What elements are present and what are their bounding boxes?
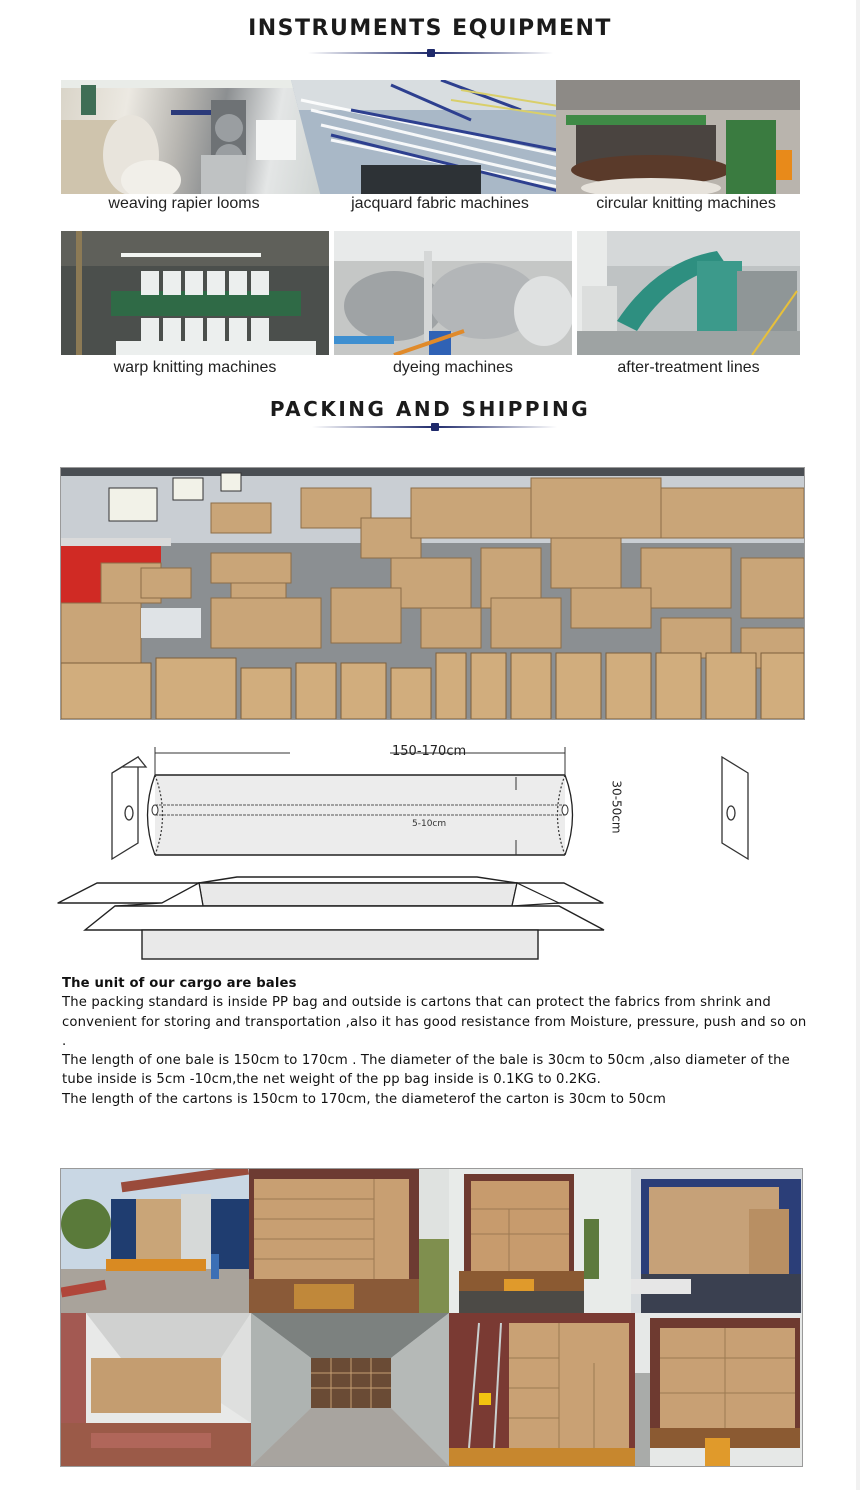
weaving-rapier-looms-photo (61, 80, 321, 194)
caption-jacquard-fabric-machines: jacquard fabric machines (351, 195, 529, 212)
description-paragraph-packing-standard: The packing standard is inside PP bag and outside is cartons that can protect the fabrics from shrink and convenient for storing and transportation ,also it has good resistance from Moisture, pressure, push and so on . (62, 995, 807, 1049)
title-divider (308, 52, 553, 54)
truck-loading-side-photo (61, 1169, 249, 1313)
length-label: 150-170cm (392, 744, 467, 759)
red-container-cartons-photo (449, 1313, 635, 1466)
after-treatment-lines-photo (577, 231, 800, 355)
caption-warp-knitting-machines: warp knitting machines (113, 359, 277, 376)
caption-dyeing-machines: dyeing machines (392, 359, 514, 376)
warp-knitting-machines-photo (61, 231, 329, 355)
warehouse-cartons-photo (60, 467, 805, 720)
caption-after-treatment-lines: after-treatment lines (617, 359, 760, 376)
caption-weaving-rapier-looms: weaving rapier looms (108, 195, 260, 212)
circular-knitting-machines-photo (556, 80, 800, 194)
section-title-packing: PACKING AND SHIPPING (269, 397, 591, 421)
jacquard-fabric-machines-photo (291, 80, 583, 194)
description-paragraph-bale-size: The length of one bale is 150cm to 170cm . The diameter of the bale is 30cm to 50cm ,also diameter of the tube inside is 5cm -10cm,the net weight of the pp bag inside is 0.1KG to 0.2KG. (62, 1053, 790, 1088)
tube-label: 5-10cm (412, 819, 447, 829)
caption-circular-knitting-machines: circular knitting machines (596, 195, 776, 212)
container-cartons-photo-2 (449, 1169, 631, 1313)
carton-box-diagram (55, 872, 815, 962)
dyeing-machines-photo (334, 231, 572, 355)
section-title-instruments: INSTRUMENTS EQUIPMENT (248, 16, 612, 41)
title-divider (312, 426, 557, 428)
packing-description (62, 974, 807, 1109)
container-cartons-photo-4 (635, 1313, 802, 1466)
divider-dot (431, 423, 439, 431)
page-edge (856, 0, 860, 1490)
divider-dot (427, 49, 435, 57)
container-cartons-photo-3 (631, 1169, 802, 1313)
description-heading: The unit of our cargo are bales (62, 976, 297, 991)
container-interior-stacked-photo (251, 1313, 449, 1466)
container-cartons-photo-1 (249, 1169, 449, 1313)
description-paragraph-carton-size: The length of the cartons is 150cm to 170cm, the diameterof the carton is 30cm to 50cm (62, 1091, 666, 1107)
empty-container-interior-photo (61, 1313, 251, 1466)
loading-photos-grid (60, 1168, 803, 1467)
diameter-label: 30-50cm (609, 780, 624, 834)
